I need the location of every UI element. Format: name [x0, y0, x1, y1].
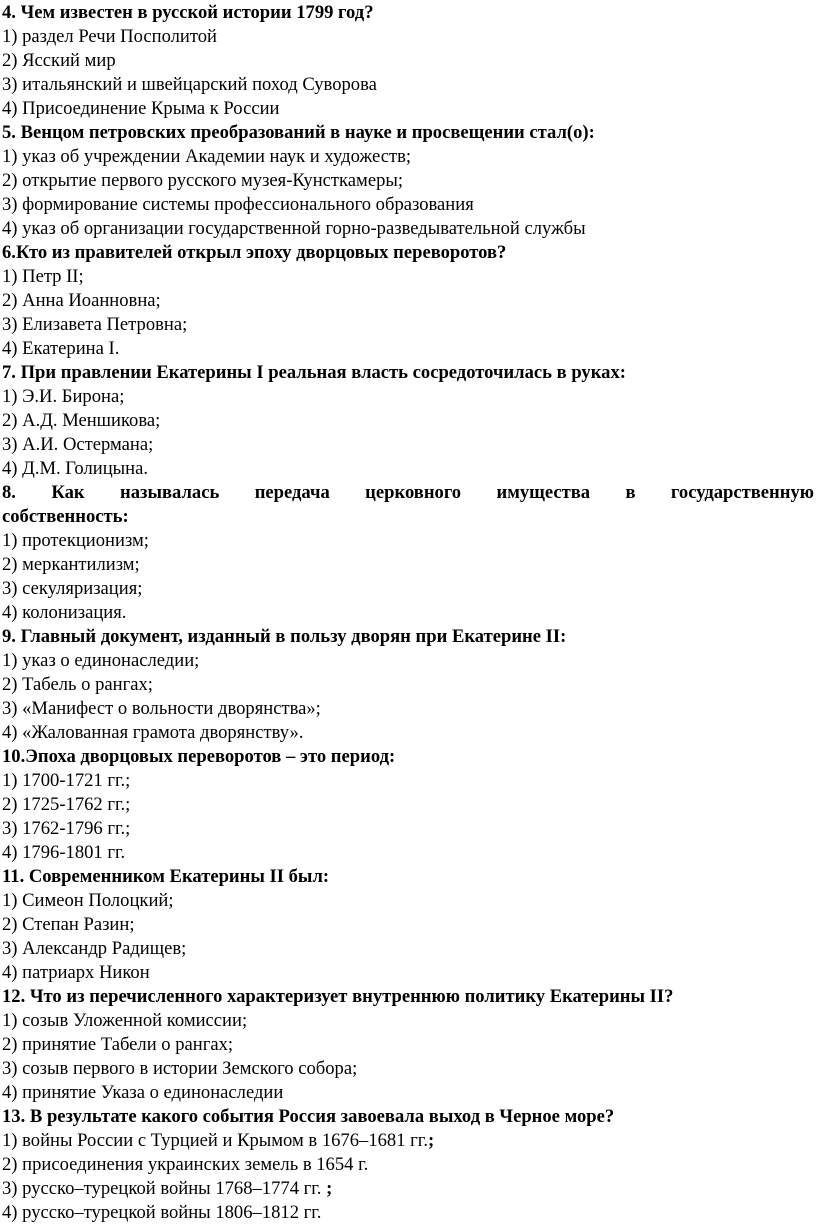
q6-option-4: 4) Екатерина I.: [2, 338, 120, 359]
q5-option-4: 4) указ об организации государственной горно-разведывательной службы: [2, 218, 586, 239]
q4-option-4: 4) Присоединение Крыма к России: [2, 98, 280, 119]
q7-option-2: 2) А.Д. Меншикова;: [2, 410, 161, 431]
q11-option-1: 1) Симеон Полоцкий;: [2, 890, 174, 911]
question-5: 5. Венцом петровских преобразований в науке и просвещении стал(о):: [2, 122, 595, 143]
question-9: 9. Главный документ, изданный в пользу дворян при Екатерине II:: [2, 626, 567, 647]
q8-option-2: 2) меркантилизм;: [2, 554, 140, 575]
question-7: 7. При правлении Екатерины I реальная власть сосредоточилась в руках:: [2, 362, 626, 383]
q13-option-1: [2, 1129, 814, 1153]
q11-option-4: 4) патриарх Никон: [2, 962, 150, 983]
q5-option-3: 3) формирование системы профессионального образования: [2, 194, 474, 215]
q13-option-1-punct: ;: [427, 1130, 435, 1151]
question-10: 10.Эпоха дворцовых переворотов – это период:: [2, 746, 396, 767]
q13-option-1-text: 1) войны России с Турцией и Крымом в 1676–1681 гг.: [2, 1130, 428, 1151]
q9-option-4: 4) «Жалованная грамота дворянству».: [2, 722, 304, 743]
q10-option-4: 4) 1796-1801 гг.: [2, 842, 126, 863]
q7-option-3: 3) А.И. Остермана;: [2, 434, 154, 455]
q8-option-1: 1) протекционизм;: [2, 530, 149, 551]
q10-option-2: 2) 1725-1762 гг.;: [2, 794, 131, 815]
q13-option-3-text: 3) русско–турецкой войны 1768–1774 гг.: [2, 1178, 327, 1199]
q4-option-2: 2) Ясский мир: [2, 50, 116, 71]
question-6: 6.Кто из правителей открыл эпоху дворцовых переворотов?: [2, 242, 507, 263]
q13-option-2: 2) присоединения украинских земель в 1654 г.: [2, 1154, 369, 1175]
q5-option-2: 2) открытие первого русского музея-Кунсткамеры;: [2, 170, 404, 191]
question-11: 11. Современником Екатерины II был:: [2, 866, 330, 887]
q11-option-3: 3) Александр Радищев;: [2, 938, 187, 959]
q6-option-3: 3) Елизавета Петровна;: [2, 314, 188, 335]
q9-option-1: 1) указ о единонаследии;: [2, 650, 200, 671]
q6-option-1: 1) Петр II;: [2, 266, 84, 287]
q13-option-3: [2, 1177, 814, 1201]
q5-option-1: 1) указ об учреждении Академии наук и художеств;: [2, 146, 412, 167]
q12-option-3: 3) созыв первого в истории Земского собора;: [2, 1058, 358, 1079]
question-4: 4. Чем известен в русской истории 1799 год?: [2, 2, 374, 23]
q12-option-1: 1) созыв Уложенной комиссии;: [2, 1010, 248, 1031]
q8-option-4: 4) колонизация.: [2, 602, 127, 623]
question-8-line-2: собственность:: [2, 506, 129, 527]
q9-option-2: 2) Табель о рангах;: [2, 674, 153, 695]
q4-option-3: 3) итальянский и швейцарский поход Суворова: [2, 74, 377, 95]
q10-option-1: 1) 1700-1721 гг.;: [2, 770, 131, 791]
q12-option-2: 2) принятие Табели о рангах;: [2, 1034, 234, 1055]
q13-option-3-punct: ;: [326, 1178, 333, 1199]
q10-option-3: 3) 1762-1796 гг.;: [2, 818, 131, 839]
q7-option-1: 1) Э.И. Бирона;: [2, 386, 125, 407]
question-12: 12. Что из перечисленного характеризует внутреннюю политику Екатерины II?: [2, 986, 674, 1007]
q12-option-4: 4) принятие Указа о единонаследии: [2, 1082, 284, 1103]
q4-option-1: 1) раздел Речи Посполитой: [2, 26, 217, 47]
q7-option-4: 4) Д.М. Голицына.: [2, 458, 148, 479]
q8-option-3: 3) секуляризация;: [2, 578, 143, 599]
question-8-line-1: 8. Как называлась передача церковного имущества в государственную: [2, 482, 814, 503]
question-13: 13. В результате какого события Россия завоевала выход в Черное море?: [2, 1106, 615, 1127]
q11-option-2: 2) Степан Разин;: [2, 914, 135, 935]
q6-option-2: 2) Анна Иоанновна;: [2, 290, 161, 311]
q13-option-4: 4) русско–турецкой войны 1806–1812 гг.: [2, 1202, 322, 1223]
q9-option-3: 3) «Манифест о вольности дворянства»;: [2, 698, 321, 719]
